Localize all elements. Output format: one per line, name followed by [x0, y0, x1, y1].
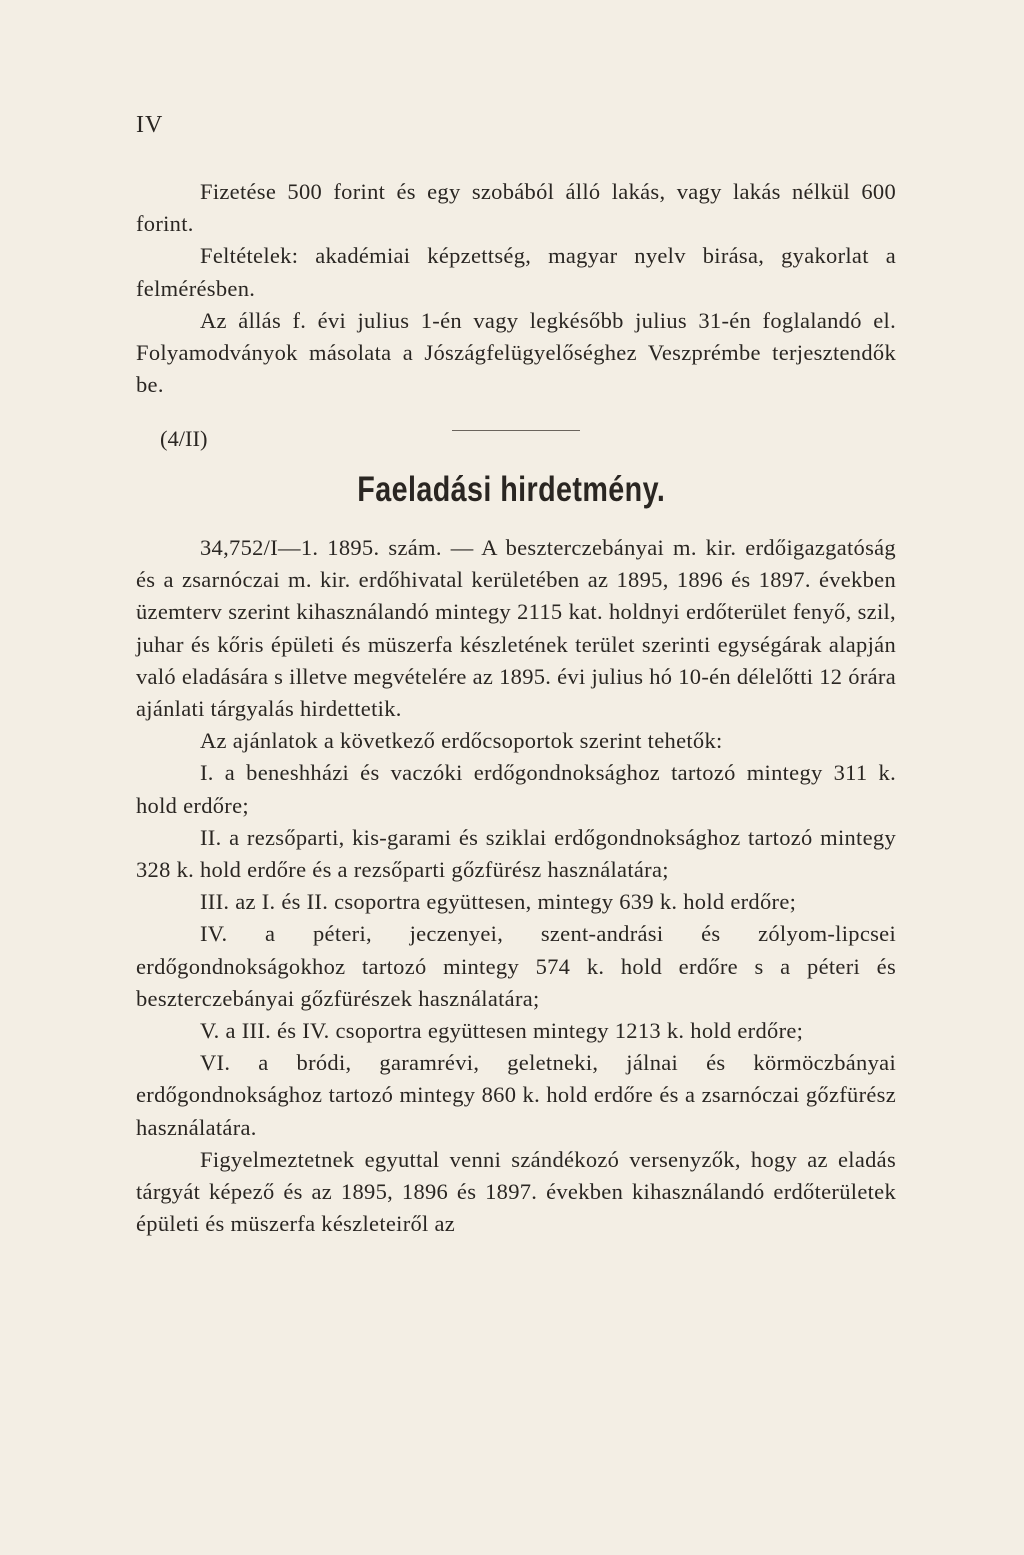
notice-group-5: V. a III. és IV. csoportra együttesen mintegy 1213 k. hold erdőre;	[200, 1018, 804, 1044]
notice-group-3: III. az I. és II. csoportra együttesen, mintegy 639 k. hold erdőre;	[200, 889, 797, 915]
separator-rule	[452, 430, 580, 431]
paragraph-salary: Fizetése 500 forint és egy szobából álló lakás, vagy lakás nélkül 600 forint.	[136, 179, 896, 237]
notice-group-6: VI. a bródi, garamrévi, geletneki, jálnai és körmöczbányai erdőgondnoksághoz tartozó mintegy 860 k. hold erdőre és a zsarnóczai gőzfürész használatára.	[136, 1050, 896, 1140]
notice-group-4: IV. a péteri, jeczenyei, szent-andrási és zólyom-lipcsei erdőgondnokságokhoz tartozó mintegy 574 k. hold erdőre s a péteri és beszterczebányai gőzfürészek használatára;	[136, 921, 896, 1011]
paragraph-application: Az állás f. évi julius 1-én vagy legkésőbb julius 31-én foglalandó el. Folyamodványok másolata a Jószágfelügyelőséghez Veszprémbe terjesztendők be.	[136, 307, 896, 398]
paragraph-conditions: Feltételek: akadémiai képzettség, magyar nyelv birása, gyakorlat a felmérésben.	[136, 243, 896, 301]
notice-group-2: II. a rezsőparti, kis-garami és sziklai erdőgondnoksághoz tartozó mintegy 328 k. hold erdőre és a rezsőparti gőzfürész használatára;	[136, 824, 896, 883]
notice-title: Faeladási hirdetmény.	[357, 470, 666, 509]
page-number: IV	[136, 112, 164, 138]
notice-paragraph-warning: Figyelmeztetnek egyuttal venni szándékozó versenyzők, hogy az eladás tárgyát képező és az 1895, 1896 és 1897. években kihasználandó erdőterületek épületi és müszerfa készleteiről az	[136, 1146, 896, 1237]
notice-body	[136, 532, 896, 1240]
job-posting-block	[136, 176, 896, 401]
notice-group-1: I. a beneshházi és vaczóki erdőgondnoksághoz tartozó mintegy 311 k. hold erdőre;	[136, 760, 896, 818]
notice-paragraph-intro: 34,752/I—1. 1895. szám. — A beszterczebányai m. kir. erdőigazgatóság és a zsarnóczai m. kir. erdőhivatal kerületében az 1895, 1896 és 1897. években üzemterv szerint kihasználandó mintegy 2115 kat. holdnyi erdőterület fenyő, szil, juhar és kőris épületi és müszerfa készletének terület szerinti egységárak alapján való eladására s illetve megvételére az 1895. évi julius hó 10-én délelőtti 12 órára ajánlati tárgyalás hirdettetik.	[136, 535, 896, 722]
reference-number: (4/II)	[160, 426, 208, 451]
notice-paragraph-groups-intro: Az ajánlatok a következő erdőcsoportok szerint tehetők:	[200, 728, 723, 754]
